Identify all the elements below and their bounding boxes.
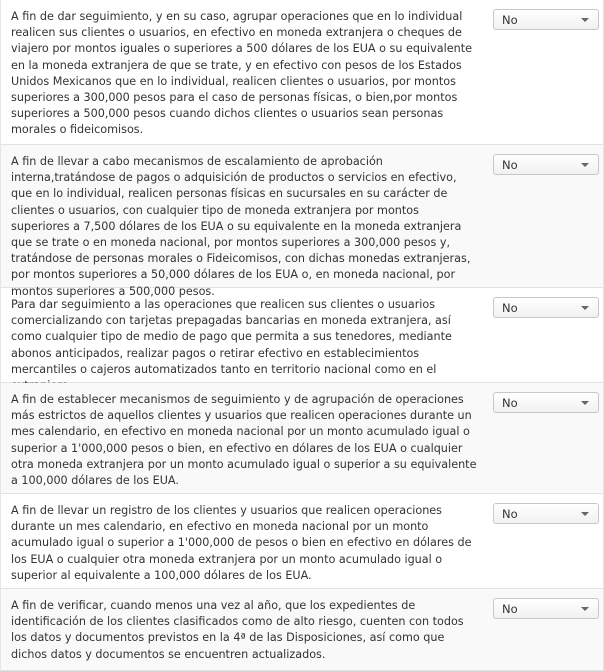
answer-select-3[interactable] [493, 297, 599, 318]
answer-select-2[interactable] [493, 154, 599, 175]
question-row-6 [1, 589, 603, 671]
question-text-1: A fin de dar seguimiento, y en su caso, agrupar operaciones que en lo individual realicen sus clientes o usuarios, en efectivo en moneda extranjera o cheques de viajero por montos iguales o superiores a 500 dólares de los EUA o su equivalente en la moneda extranjera de que se trate, y en efectivo con pesos de los Estados Unidos Mexicanos que en lo individual, realicen clientes o usuarios, por montos superiores a 300,000 pesos para el caso de personas físicas, o bien,por montos superiores a 500,000 pesos cuando dichos clientes o usuarios sean personas morales o fideicomisos. [11, 10, 472, 137]
caret-down-icon [581, 401, 589, 405]
answer-value-2: No [502, 158, 518, 172]
question-text-4: A fin de establecer mecanismos de seguimiento y de agrupación de operaciones más estrictos de aquellos clientes y usuarios que realicen operaciones durante un mes calendario, en efectivo en moneda nacional por un monto acumulado igual o superior a 1'000,000 pesos o bien, en efectivo en dólares de los EUA o cualquier otra moneda extranjera por un monto acumulado igual o superior a su equivalente a 100,000 dólares de los EUA. [11, 393, 477, 488]
answer-value-6: No [502, 602, 518, 616]
question-row-3 [1, 288, 603, 383]
caret-down-icon [581, 512, 589, 516]
answer-select-1[interactable] [493, 9, 599, 30]
question-row-2 [1, 145, 603, 298]
question-text-6: A fin de verificar, cuando menos una vez al año, que los expedientes de identificación de los clientes clasificados como de alto riesgo, cuenten con todos los datos y documentos previstos en la 4ª de las Disposiciones, así como que dichos datos y documentos se encuentren actualizados. [11, 599, 464, 661]
question-text-5: A fin de llevar un registro de los clientes y usuarios que realicen operaciones durante un mes calendario, en efectivo en moneda nacional por un monto acumulado igual o superior a 1'000,000 de pesos o bien en efectivo en dólares de los EUA o cualquier otra moneda extranjera por un monto acumulado igual o superior al equivalente a 100,000 dólares de los EUA. [11, 504, 472, 582]
answer-select-5[interactable] [493, 503, 599, 524]
caret-down-icon [581, 306, 589, 310]
answer-select-4[interactable] [493, 392, 599, 413]
caret-down-icon [581, 163, 589, 167]
answer-value-4: No [502, 396, 518, 410]
caret-down-icon [581, 18, 589, 22]
question-text-3: Para dar seguimiento a las operaciones que realicen sus clientes o usuarios comercializando con tarjetas prepagadas bancarias en moneda extranjera, así como cualquier tipo de medio de pago que permita a sus tenedores, mediante abonos anticipados, realizar pagos o retirar efectivo en establecimientos mercantiles o cajeros automatizados tanto en territorio nacional como en el [11, 298, 452, 376]
caret-down-icon [581, 607, 589, 611]
question-row-5 [1, 494, 603, 589]
answer-value-1: No [502, 13, 518, 27]
answer-value-5: No [502, 507, 518, 521]
question-row-4 [1, 383, 603, 494]
answer-select-6[interactable] [493, 598, 599, 619]
question-text-2: A fin de llevar a cabo mecanismos de escalamiento de aprobación interna,tratándose de pagos o adquisición de productos o servicios en efectivo, que en lo individual, realicen personas físicas en sucursales en su carácter de clientes o usuarios, con cualquier tipo de moneda extranjera por montos superiores a 7,500 dólares de los EUA o su equivalente en la moneda extranjera que se trate o en moneda nacional, por montos superiores a 300,000 pesos y, tratándose de personas morales o Fideicomisos, con dichas monedas extranjeras, por montos superiores a 50,000 dólares de los EUA o, en moneda nacional, por montos superiores a 500,000 pesos. [11, 155, 471, 298]
question-row-1 [1, 0, 603, 145]
answer-value-3: No [502, 301, 518, 315]
